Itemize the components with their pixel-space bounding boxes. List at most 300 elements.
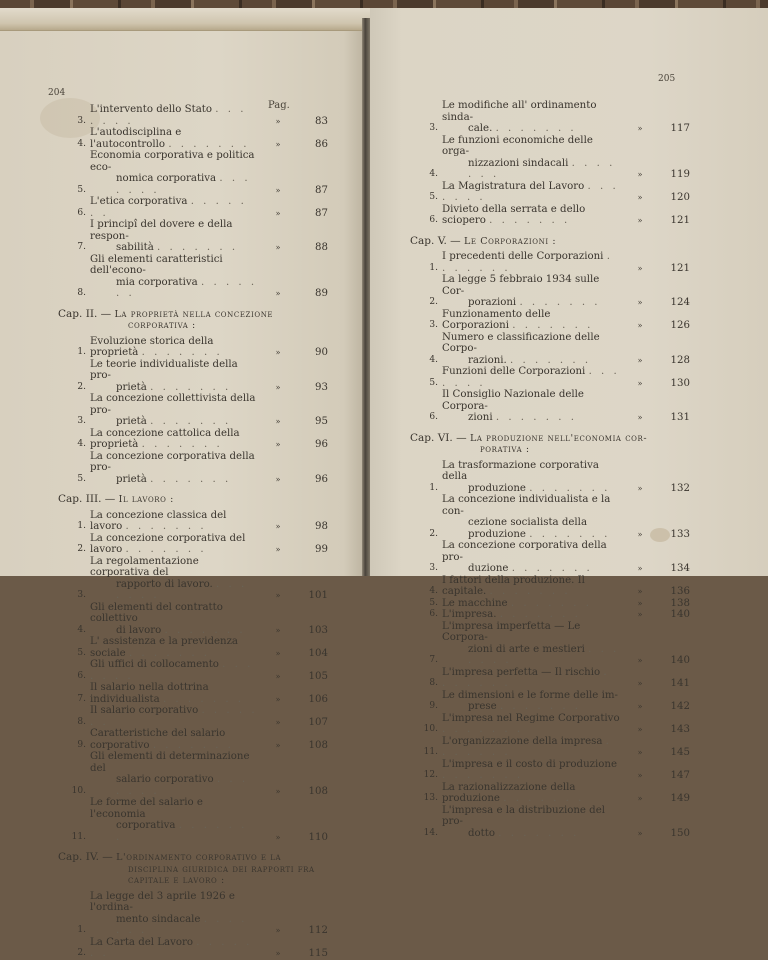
chapter-label: Cap. V. — (410, 234, 461, 247)
entry-number: 10. (71, 785, 86, 796)
entry-title-cont: cale. . . . . . . . (468, 123, 577, 134)
entry-number: 2. (429, 528, 438, 539)
entry-title-cont: corporativa . . . . . . . (116, 820, 248, 843)
toc-entry (410, 332, 690, 367)
toc-entry (58, 682, 328, 705)
entry-number: 4. (77, 138, 86, 149)
leader-dots: . . . . . . . (442, 724, 524, 735)
entry-title-cont: sabilità . . . . . . . (116, 242, 239, 253)
entry-number: 3. (77, 416, 86, 426)
toc-entry (410, 540, 690, 575)
ditto-mark: » (275, 625, 281, 635)
entry-title: La legge 5 febbraio 1934 sulle Cor- (442, 274, 600, 297)
toc-entry (410, 251, 690, 274)
ditto-mark: » (637, 124, 643, 133)
ditto-mark: » (275, 139, 281, 149)
entry-number: 2. (77, 381, 86, 392)
entry-text-wrap (442, 713, 620, 736)
entry-title: L'etica corporativa (90, 196, 188, 207)
entry-page: 106 (308, 693, 328, 705)
entry-title: La Carta del Lavoro (90, 936, 193, 948)
ditto-mark: » (275, 949, 281, 958)
entry-number: 3. (429, 123, 438, 133)
chapter-title: L'ordinamento corporativo e la (116, 852, 282, 863)
ditto-mark: » (637, 529, 643, 539)
entry-page: 87 (315, 184, 328, 196)
entry-page: 93 (315, 381, 328, 393)
leader-dots: . . . . . . . (150, 381, 232, 393)
entry-number: 4. (77, 624, 86, 635)
leader-dots: . . . . . . . (510, 354, 592, 366)
entry-page: 136 (670, 586, 690, 597)
entry-page: 150 (670, 827, 690, 839)
entry-page: 128 (670, 354, 690, 366)
entry-number: 8. (77, 716, 86, 727)
entry-text-wrap (90, 393, 258, 428)
entry-page: 130 (670, 377, 690, 389)
entry-title: La concezione corporativa della pro- (442, 540, 607, 563)
ditto-mark: » (275, 545, 281, 554)
entry-title: Divieto della serrata e dello sciopero (442, 203, 586, 226)
toc-entry (410, 598, 690, 610)
ditto-mark: » (637, 656, 643, 665)
ditto-mark: » (275, 926, 281, 935)
toc-entry (58, 428, 328, 451)
entry-page: 140 (670, 655, 690, 666)
entry-number: 1. (77, 521, 86, 531)
entry-title: Funzionamento delle Corporazioni (442, 308, 551, 331)
entry-text-wrap (442, 575, 620, 598)
right-page (370, 8, 768, 839)
leader-dots: . . . . . . . (116, 276, 258, 299)
left-page (0, 8, 362, 959)
entry-number: 5. (429, 597, 438, 608)
leader-dots: . . . . . . . (503, 793, 585, 804)
entry-title-cont: razioni. . . . . . . . (468, 354, 592, 366)
entry-text-wrap (90, 937, 258, 960)
entry-title: L'intervento dello Stato (90, 104, 213, 115)
ditto-mark: » (275, 208, 281, 218)
entry-number: 12. (423, 770, 438, 780)
entry-title: L'impresa. (442, 609, 497, 620)
entry-number: 6. (429, 215, 438, 225)
entry-page: 121 (670, 215, 690, 226)
ditto-mark: » (637, 170, 643, 179)
toc-entry (58, 219, 328, 254)
ditto-mark: » (637, 413, 643, 422)
toc-entry (410, 690, 690, 713)
entry-text-wrap (90, 602, 258, 637)
entry-title: La concezione corporativa della pro- (90, 450, 255, 473)
chapter-heading (58, 494, 328, 506)
toc-entry (58, 196, 328, 219)
entry-title: Le teorie individualiste della pro- (90, 358, 238, 381)
ditto-mark: » (637, 587, 643, 596)
entry-title-cont: mento sindacale . . . . . . . (116, 913, 248, 936)
page-number-right: 205 (658, 74, 676, 84)
leader-dots: . . . . . . . (125, 521, 207, 532)
leader-dots: . . . . . . . (442, 735, 612, 758)
leader-dots: . . . . . . . (141, 347, 223, 358)
entry-number: 7. (77, 242, 86, 252)
entry-number: 7. (77, 693, 86, 704)
entry-title: Il salario nella dottrina individualista (90, 682, 209, 705)
book-gutter (362, 18, 370, 576)
leader-dots: . . . . . . . (499, 609, 581, 620)
toc-entry (410, 713, 690, 736)
leader-dots: . . . . . . . (442, 770, 524, 781)
toc-entry (410, 309, 690, 332)
entry-text-wrap (442, 460, 620, 495)
entry-text-wrap (90, 533, 258, 556)
entry-title: La Magistratura del Lavoro (442, 180, 585, 192)
entry-number: 2. (77, 948, 86, 958)
chapter-heading (58, 852, 328, 887)
ditto-mark: » (275, 289, 281, 298)
entry-page: 131 (670, 412, 690, 423)
leader-dots: . . . . . . . (150, 473, 232, 485)
chapter-heading (410, 433, 690, 456)
entry-title: Il Consiglio Nazionale delle Corpora- (442, 389, 584, 412)
ditto-mark: » (637, 483, 643, 493)
entry-text-wrap (442, 759, 620, 782)
leader-dots: . . . . . . . (164, 624, 246, 636)
chapter-label: Cap. IV. — (58, 851, 113, 863)
entry-page: 141 (670, 678, 690, 689)
ditto-mark: » (275, 717, 281, 727)
leader-dots: . . . . . . . (512, 320, 594, 331)
entry-title-cont: prietà . . . . . . . (116, 381, 232, 393)
entry-text-wrap (442, 100, 620, 135)
entry-text-wrap (442, 274, 620, 309)
chapter-heading (410, 236, 690, 248)
entry-title-cont: nizzazioni sindacali . . . . . . . (468, 157, 616, 180)
entry-number: 4. (429, 586, 438, 596)
entry-text-wrap (442, 805, 620, 840)
entry-text-wrap (90, 254, 258, 300)
leader-dots: . . . . . . . (141, 439, 223, 450)
entry-text-wrap (90, 219, 258, 254)
leader-dots: . . . . . . . (152, 739, 234, 751)
entry-title: Il salario corporativo (90, 705, 199, 716)
entry-number: 7. (429, 655, 438, 665)
ditto-mark: » (275, 348, 281, 357)
toc-entry (58, 937, 328, 960)
entry-page: 115 (308, 948, 328, 959)
toc-entry (58, 451, 328, 486)
ditto-mark: » (275, 417, 281, 426)
ditto-mark: » (637, 828, 643, 838)
chapter-label: Cap. VI. — (410, 431, 467, 444)
toc-entry (58, 891, 328, 937)
entry-title: La concezione collettivista della pro- (90, 393, 256, 416)
entry-page: 132 (670, 482, 690, 494)
entry-text-wrap (442, 204, 620, 227)
leader-dots: . . . . . . . (128, 647, 211, 659)
leader-dots: . . . . . . . (90, 104, 247, 127)
ditto-mark: » (275, 382, 281, 392)
toc-entry (410, 805, 690, 840)
entry-text-wrap (90, 728, 258, 751)
entry-page: 134 (670, 563, 690, 574)
entry-text-wrap (442, 667, 620, 690)
entry-page: 142 (670, 701, 690, 712)
entry-text-wrap (442, 366, 620, 389)
entry-title: La legge del 3 aprile 1926 e l'ordina- (90, 890, 235, 913)
ditto-mark: » (637, 321, 643, 330)
ditto-mark: » (637, 298, 643, 307)
entry-number: 1. (77, 347, 86, 357)
entry-text-wrap (90, 636, 258, 659)
ditto-mark: » (637, 263, 643, 273)
entry-page: 83 (315, 115, 328, 127)
entry-title: Evoluzione storica della proprietà (90, 335, 214, 358)
entry-title: I principî del dovere e della respon- (90, 219, 233, 242)
entry-page: 149 (670, 793, 690, 804)
toc-entry (410, 204, 690, 227)
toc-entry (410, 274, 690, 309)
entry-title: La concezione classica del lavoro (90, 509, 227, 532)
entry-text-wrap (90, 336, 258, 359)
entry-text-wrap (442, 494, 620, 540)
ditto-mark: » (275, 474, 281, 484)
toc-entry (58, 533, 328, 556)
toc-entry (410, 782, 690, 805)
toc-entry (58, 602, 328, 637)
toc-entry (410, 100, 690, 135)
entry-page: 133 (670, 528, 690, 540)
entry-page: 138 (670, 597, 690, 609)
leader-dots: . . . . . . . (442, 666, 610, 689)
entry-title: L'impresa e la distribuzione del pro- (442, 804, 605, 827)
entry-title-cont: zioni di arte e mestieri . . . . . . . (468, 643, 620, 666)
entry-text-wrap (90, 891, 258, 937)
entry-number: 2. (429, 297, 438, 307)
leader-dots: . . . . . . . (90, 705, 258, 728)
entry-page: 96 (315, 473, 328, 485)
chapter-label: Cap. III. — (58, 493, 116, 505)
toc-entry (58, 359, 328, 394)
chapter-heading (58, 309, 328, 332)
entry-title: L' assistenza e la previdenza sociale (90, 636, 239, 659)
entry-page: 99 (315, 544, 328, 555)
leader-dots: . . . . . . . (442, 180, 619, 203)
toc-entry (410, 736, 690, 759)
entry-number: 3. (77, 590, 86, 600)
entry-title-cont: porazioni . . . . . . . (468, 297, 601, 308)
toc-entry (58, 104, 328, 127)
entry-title: Le forme del salario e l'economia (90, 797, 203, 820)
entry-text-wrap (90, 751, 258, 797)
entry-page: 110 (308, 831, 328, 843)
ditto-mark: » (637, 794, 643, 803)
entry-title-cont: di lavoro . . . . . . . (116, 624, 246, 636)
entry-title: Gli uffici di collocamento (90, 659, 219, 670)
toc-entry (58, 636, 328, 659)
entry-text-wrap (442, 309, 620, 332)
entry-page: 103 (308, 624, 328, 636)
entry-title: Gli elementi di determinazione del (90, 751, 250, 774)
entry-title-cont: rapporto di lavoro. . . . . . . . (116, 578, 248, 601)
entry-title: Le macchine (442, 597, 508, 609)
chapter-title-cont: corporativa : (128, 320, 196, 331)
entry-page: 90 (315, 347, 328, 358)
ditto-mark: » (637, 378, 643, 388)
ditto-mark: » (275, 740, 281, 750)
leader-dots: . . . . . . . (90, 196, 247, 219)
left-page-edge (0, 8, 370, 31)
entry-text-wrap (90, 428, 258, 451)
leader-dots: . . . . . . . (90, 659, 254, 682)
toc-entry (58, 510, 328, 533)
entry-number: 5. (429, 377, 438, 388)
entry-number: 1. (429, 262, 438, 273)
entry-page: 104 (308, 647, 328, 659)
entry-number: 4. (77, 439, 86, 449)
entry-title: L'autodisciplina e l'autocontrollo (90, 127, 182, 150)
entry-number: 6. (429, 609, 438, 619)
entry-text-wrap (442, 181, 620, 204)
entry-title: Le dimensioni e le forme delle im- (442, 689, 618, 701)
toc-entry (410, 135, 690, 181)
entry-title: L'impresa perfetta — Il rischio (442, 666, 601, 678)
entry-title-cont: zioni . . . . . . . (468, 412, 577, 423)
leader-dots: . . . . . . . (529, 528, 611, 540)
entry-title-cont: prietà . . . . . . . (116, 473, 232, 485)
ditto-mark: » (637, 216, 643, 225)
leader-dots: . . . . . . . (510, 597, 592, 609)
entry-text-wrap (90, 196, 258, 219)
entry-text-wrap (442, 609, 620, 621)
entry-page: 107 (308, 716, 328, 728)
chapter-title-cont: porativa : (480, 444, 530, 455)
ditto-mark: » (275, 786, 281, 796)
entry-number: 5. (429, 192, 438, 202)
pag-header: Pag. (268, 100, 290, 111)
entry-number: 9. (77, 739, 86, 750)
entry-number: 1. (429, 482, 438, 493)
ditto-mark: » (637, 748, 643, 757)
entry-number: 14. (423, 827, 438, 838)
entry-title-cont: salario corporativo . . . . . . . (116, 774, 249, 797)
entry-number: 9. (429, 701, 438, 711)
entry-number: 11. (423, 747, 438, 757)
toc-entry (410, 460, 690, 495)
entry-page: 101 (308, 590, 328, 601)
entry-title: L'impresa e il costo di produzione (442, 758, 617, 770)
leader-dots: . . . . . . . (116, 774, 249, 797)
leader-dots: . . . . . . . (489, 215, 571, 226)
entry-page: 126 (670, 320, 690, 331)
toc-entry (58, 556, 328, 602)
entry-title: La concezione cattolica della proprietà (90, 427, 240, 450)
ditto-mark: » (275, 116, 281, 126)
entry-text-wrap (90, 104, 258, 127)
entry-text-wrap (90, 797, 258, 843)
toc-right (410, 100, 690, 839)
entry-number: 6. (429, 412, 438, 422)
ditto-mark: » (637, 355, 643, 365)
toc-entry (58, 336, 328, 359)
entry-text-wrap (90, 705, 258, 728)
entry-title: I fattori della produzione. Il capitale. (442, 574, 585, 597)
entry-title-cont: duzione . . . . . . . (468, 563, 593, 574)
entry-title: L'impresa imperfetta — Le Corpora- (442, 620, 581, 643)
entry-text-wrap (442, 621, 620, 667)
toc-entry (58, 393, 328, 428)
entry-page: 117 (670, 123, 690, 134)
ditto-mark: » (275, 243, 281, 252)
ditto-mark: » (275, 648, 281, 658)
chapter-label: Cap. II. — (58, 307, 112, 320)
entry-title-cont: dotto . . . . . . . (468, 827, 580, 839)
entry-title: La concezione corporativa del lavoro (90, 532, 246, 555)
entry-title: Funzioni delle Corporazioni (442, 366, 586, 377)
toc-entry (58, 797, 328, 843)
leader-dots: . . . . . . . (125, 544, 207, 555)
entry-number: 13. (423, 793, 438, 803)
entry-title-cont: prese . . . . . . . (468, 701, 582, 712)
entry-title: L'organizzazione della impresa (442, 735, 603, 747)
chapter-title: La produzione nell'economia cor- (469, 432, 648, 444)
leader-dots: . . . . . . . (116, 820, 248, 843)
toc-entry (410, 181, 690, 204)
entry-page: 112 (308, 925, 328, 936)
entry-title: Caratteristiche del salario corporativo (90, 728, 226, 751)
toc-entry (58, 751, 328, 797)
entry-text-wrap (442, 135, 620, 181)
leader-dots: . . . . . . . (90, 936, 253, 959)
entry-number: 3. (77, 115, 86, 126)
entry-title: La concezione individualista e la con- (442, 494, 611, 517)
entry-text-wrap (90, 150, 258, 196)
entry-title: L'impresa nel Regime Corporativo (442, 712, 620, 724)
leader-dots: . . . . . . . (529, 482, 611, 494)
entry-page: 143 (670, 724, 690, 735)
entry-text-wrap (442, 598, 620, 610)
leader-dots: . . . . . . . (489, 586, 571, 597)
leader-dots: . . . . . . . (116, 173, 251, 196)
toc-entry (58, 705, 328, 728)
entry-title: I precedenti delle Corporazioni (442, 251, 604, 262)
entry-page: 145 (670, 747, 690, 758)
toc-entry (410, 667, 690, 690)
leader-dots: . . . . . . . (468, 157, 616, 180)
leader-dots: . . . . . . . (511, 563, 593, 574)
entry-title: Le modifiche all' ordinamento sinda- (442, 100, 597, 123)
entry-title: Le funzioni economiche delle orga- (442, 134, 593, 157)
ditto-mark: » (275, 694, 281, 704)
toc-entry (410, 366, 690, 389)
entry-title: Gli elementi caratteristici dell'econo- (90, 253, 223, 276)
ditto-mark: » (275, 832, 281, 842)
entry-title-cont: mia corporativa . . . . . . . (116, 276, 258, 299)
entry-number: 6. (77, 207, 86, 218)
entry-number: 11. (71, 831, 86, 842)
leader-dots: . . . . . . . (116, 578, 248, 601)
toc-entry (58, 728, 328, 751)
entry-page: 87 (315, 207, 328, 219)
entry-page: 86 (315, 138, 328, 150)
toc-entry (410, 389, 690, 424)
chapter-title-cont: disciplina giuridica dei rapporti fra capitale e lavoro : (128, 863, 315, 886)
page-number-left: 204 (48, 88, 66, 98)
entry-text-wrap (442, 389, 620, 424)
entry-page: 120 (670, 192, 690, 203)
leader-dots: . . . . . . . (519, 297, 601, 308)
leader-dots: . . . . . . . (499, 701, 582, 712)
ditto-mark: » (637, 598, 643, 608)
